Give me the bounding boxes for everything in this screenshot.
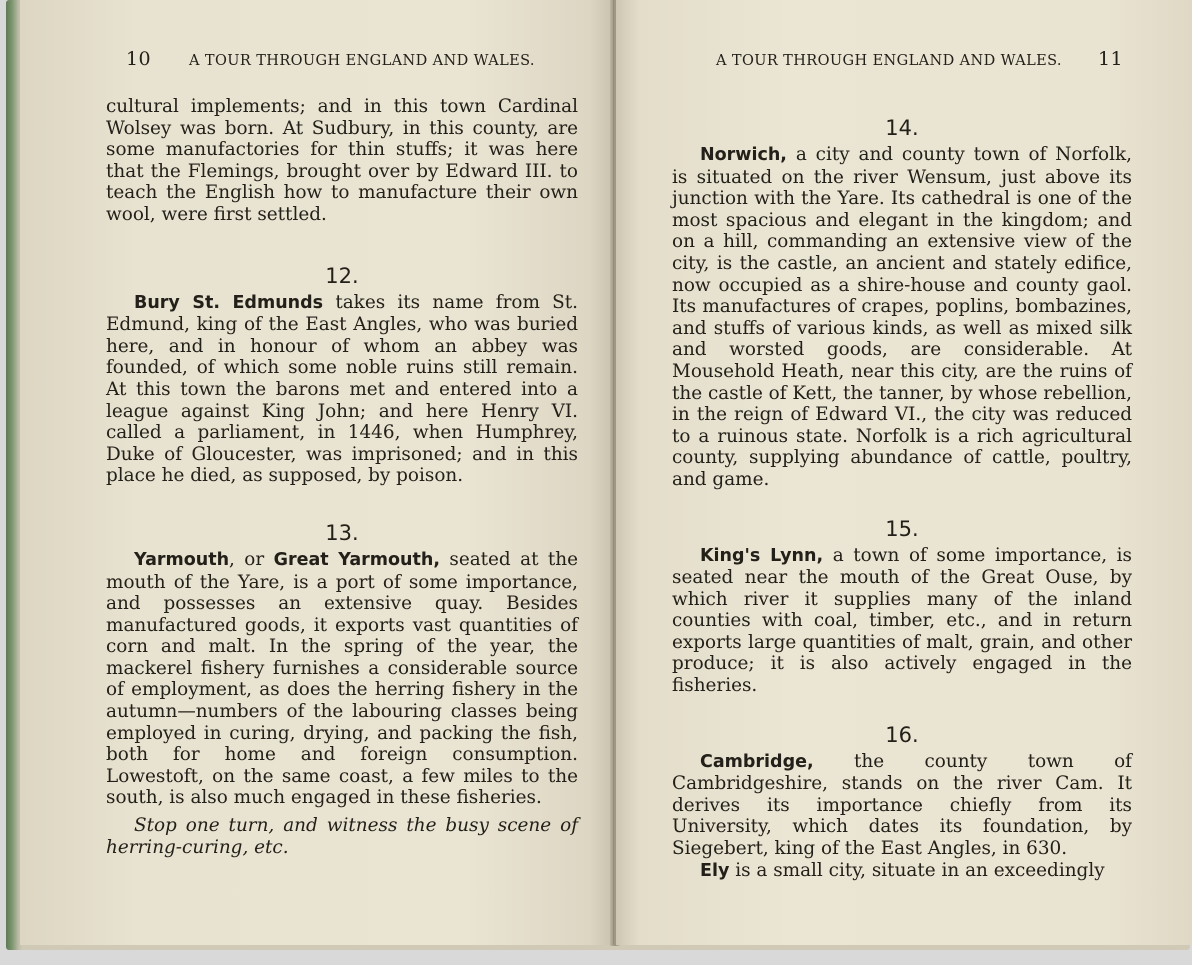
section-14-paragraph — [672, 144, 1132, 491]
section-13-connector: , or — [229, 548, 274, 570]
section-number-14: 14. — [885, 116, 919, 140]
section-number-15: 15. — [885, 516, 919, 541]
section-number-16: 16. — [885, 722, 919, 747]
section-12-paragraph — [106, 292, 578, 487]
section-number-13: 13. — [325, 520, 359, 545]
place-name-kings-lynn: King's Lynn, — [700, 545, 824, 566]
right-running-header: A TOUR THROUGH ENGLAND AND WALES. — [716, 53, 1062, 69]
ely-paragraph — [672, 860, 1132, 883]
section-13-note: Stop one turn, and witness the busy scene of herring-curing, etc. — [106, 815, 578, 858]
left-page-body — [106, 96, 578, 858]
left-page-number: 10 — [126, 48, 151, 70]
section-16-paragraph — [672, 751, 1132, 860]
place-name-great-yarmouth: Great Yarmouth, — [273, 549, 440, 570]
section-15-text: a town of some importance, is seated near the mouth of the Great Ouse, by which river it supplies many of the inland counties with coal, timber, etc., and in return exports large quantities of malt, grain, and other produce; it is also actively engaged in the fisheries. — [672, 544, 1132, 697]
left-page — [20, 0, 614, 945]
left-page-header — [126, 48, 535, 70]
open-book — [6, 0, 1190, 950]
section-15-paragraph — [672, 545, 1132, 697]
place-name-norwich: Norwich, — [700, 145, 787, 165]
right-page-number: 11 — [1097, 48, 1123, 70]
section-13-paragraph — [106, 549, 578, 809]
section-16-text: the county town of Cambridgeshire, stands on the river Cam. It derives its importance chiefly from its University, which dates its foundation, by Siegebert, king of the East Angles, in 630. — [672, 750, 1132, 860]
section-number-12: 12. — [325, 263, 359, 288]
ely-text: is a small city, situate in an exceedingly — [729, 859, 1105, 881]
place-name-cambridge: Cambridge, — [700, 751, 814, 772]
place-name-ely: Ely — [700, 860, 730, 881]
continuation-paragraph: cultural implements; and in this town Cardinal Wolsey was born. At Sudbury, in this county, are some manufactories for thin stuffs; it was here that the Flemings, brought over by Edward III. to teach the English how to manufacture their own wool, were first settled. — [106, 96, 578, 225]
left-running-header: A TOUR THROUGH ENGLAND AND WALES. — [189, 53, 535, 69]
place-name-yarmouth: Yarmouth — [134, 549, 230, 570]
right-page-header — [716, 48, 1123, 70]
section-14-text: a city and county town of Norfolk, is situated on the river Wensum, just above its junction with the Yare. Its cathedral is one of the most spacious and elegant in the kingdom; and on a hill, commanding an extensive view of the city, is the castle, an ancient and stately edifice, now occupied as a shire-house and county gaol. Its manufactures of crapes, poplins, bombazines, and stuffs of various kinds, as well as mixed silk and worsted goods, are considerable. At Mousehold Heath, near this city, are the ruins of the castle of Kett, the tanner, by whose rebellion, in the reign of Edward VI., the city was reduced to a ruinous state. Norfolk is a rich agricultural county, supplying abundance of cattle, poultry, and game. — [672, 144, 1132, 490]
right-page — [616, 0, 1192, 945]
right-page-body — [672, 112, 1132, 882]
place-name-bury-st-edmunds: Bury St. Edmunds — [134, 292, 324, 313]
section-12-text: takes its name from St. Edmund, king of the East Angles, who was buried here, and in honour of whom an abbey was founded, of which some noble ruins still remain. At this town the barons met and entered into a league against King John; and here Henry VI. called a parliament, in 1446, when Humphrey, Duke of Gloucester, was imprisoned; and in this place he died, as supposed, by poison. — [106, 291, 578, 487]
section-13-text: seated at the mouth of the Yare, is a port of some importance, and possesses an extensive quay. Besides manufactured goods, it exports vast quantities of corn and malt. In the spring of the year, the mackerel fishery furnishes a considerable source of employment, as does the herring fishery in the autumn—numbers of the labouring classes being employed in curing, drying, and packing the fish, both for home and foreign consumption. Lowestoft, on the same coast, a few miles to the south, is also much engaged in these fisheries. — [106, 548, 578, 809]
